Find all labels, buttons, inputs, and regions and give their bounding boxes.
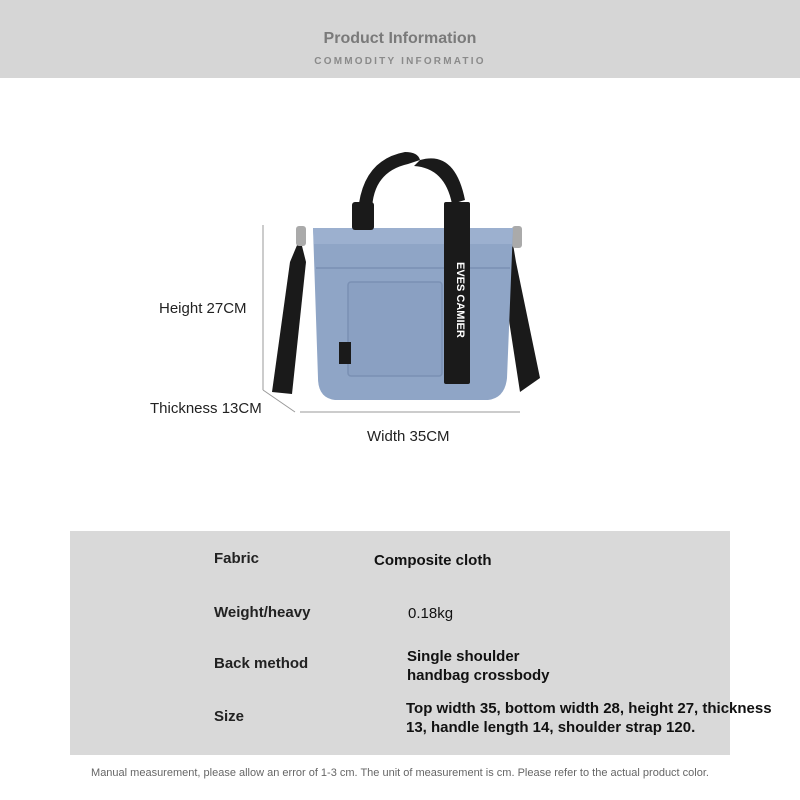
- spec-value-back-method-line1: Single shoulder: [407, 648, 520, 665]
- handle-anchor-left: [352, 202, 374, 230]
- handle-right: [414, 158, 465, 204]
- bag-front-pocket: [348, 282, 442, 376]
- spec-value-fabric: Composite cloth: [374, 552, 492, 569]
- spec-table: [70, 531, 772, 755]
- spec-value-size-line1: Top width 35, bottom width 28, height 27, thickness: [406, 700, 772, 717]
- spec-label-weight: Weight/heavy: [214, 604, 311, 621]
- header-title: Product Information: [323, 30, 477, 47]
- spec-value-size-line2: 13, handle length 14, shoulder strap 120.: [406, 719, 696, 736]
- spec-label-back-method: Back method: [214, 655, 309, 672]
- bag-top-edge: [313, 228, 513, 244]
- product-illustration: [0, 78, 800, 518]
- thickness-label: Thickness 13CM: [150, 400, 262, 417]
- bag-image: [0, 78, 800, 518]
- spec-value-back-method-line2: handbag crossbody: [407, 667, 550, 684]
- header-banner: [0, 0, 800, 78]
- brand-strap-text: EVES CAMIER: [454, 262, 466, 338]
- strap-buckle-right: [512, 226, 522, 248]
- measurement-footnote: Manual measurement, please allow an error of 1-3 cm. The unit of measurement is cm. Please refer to the actual product color.: [91, 767, 709, 779]
- spec-value-weight: 0.18kg: [408, 605, 454, 622]
- spec-label-fabric: Fabric: [214, 550, 260, 567]
- strap-buckle-left: [296, 226, 306, 246]
- height-label: Height 27CM: [159, 300, 247, 317]
- width-label: Width 35CM: [367, 428, 450, 445]
- bag-small-tag: [339, 342, 351, 364]
- shoulder-strap-left: [272, 238, 306, 394]
- header-subtitle: COMMODITY INFORMATIO: [314, 56, 486, 67]
- spec-label-size: Size: [214, 708, 245, 725]
